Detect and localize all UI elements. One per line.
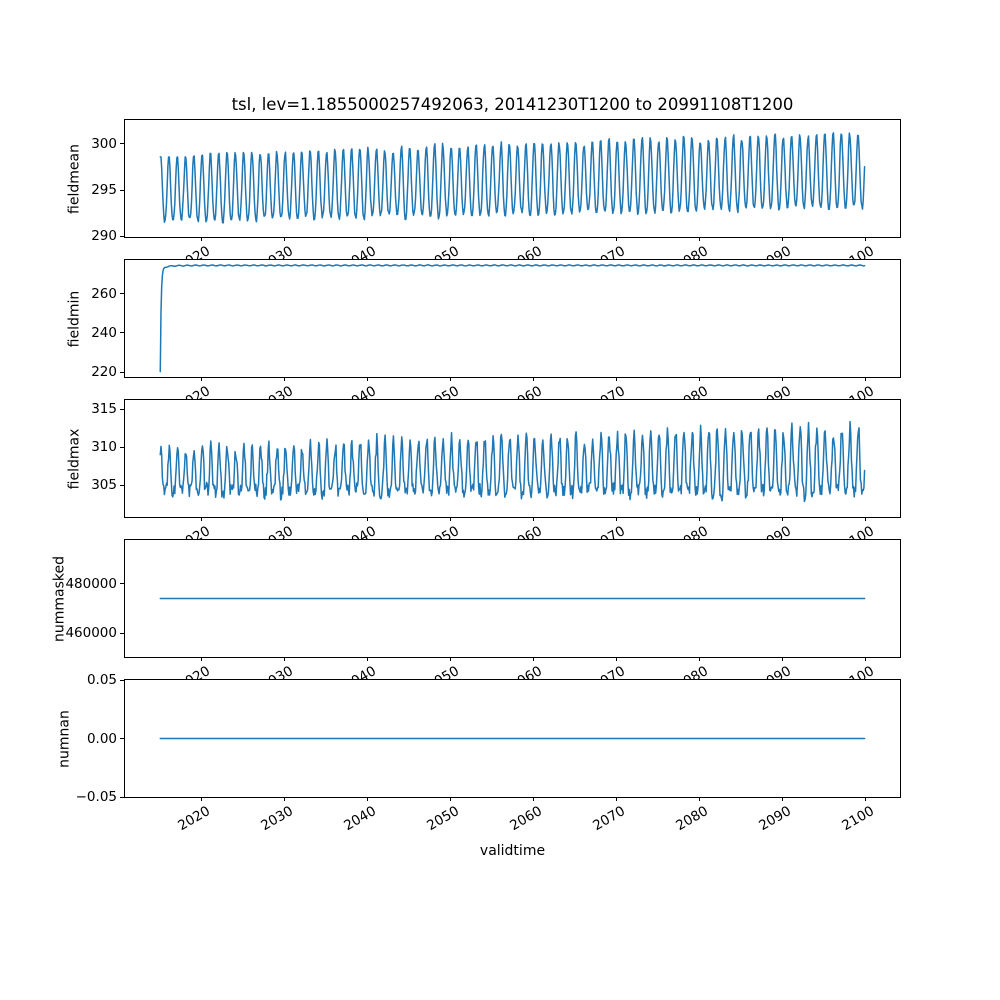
y-axis-label-fieldmean: fieldmean — [66, 143, 82, 214]
x-tick-mark — [367, 237, 368, 241]
x-tick-mark — [367, 377, 368, 381]
x-tick-mark — [284, 517, 285, 521]
y-tick-label: 220 — [91, 364, 117, 381]
data-line-fieldmax — [160, 422, 864, 502]
x-tick-label: 2030 — [258, 803, 296, 835]
figure-title: tsl, lev=1.1855000257492063, 20141230T1200 to 20991108T1200 — [231, 95, 794, 114]
y-tick-mark — [120, 485, 124, 486]
subplot-fieldmean — [66, 119, 901, 245]
y-tick-mark — [120, 738, 124, 739]
x-tick-mark — [450, 517, 451, 521]
x-tick-mark — [284, 237, 285, 241]
y-tick-label: 295 — [91, 182, 117, 199]
x-tick-mark — [450, 657, 451, 661]
y-axis-label-numnan: numnan — [56, 709, 72, 768]
y-axis-label-nummasked: nummasked — [51, 555, 67, 642]
y-tick-label: 0.00 — [86, 730, 117, 747]
x-tick-mark — [201, 237, 202, 241]
x-tick-mark — [284, 377, 285, 381]
data-line-fieldmin — [160, 265, 864, 372]
y-tick-label: 260 — [91, 285, 117, 302]
x-tick-mark — [699, 377, 700, 381]
x-tick-label: 2040 — [341, 803, 379, 835]
x-tick-mark — [533, 797, 534, 801]
x-tick-mark — [284, 657, 285, 661]
y-axis-label-fieldmin: fieldmin — [66, 290, 82, 347]
y-tick-label: 305 — [91, 477, 117, 494]
y-tick-label: −0.05 — [75, 789, 117, 805]
x-tick-label: 2070 — [590, 803, 628, 835]
x-tick-mark — [533, 657, 534, 661]
x-tick-label: 2020 — [175, 803, 213, 835]
x-tick-mark — [782, 657, 783, 661]
x-tick-mark — [699, 517, 700, 521]
y-tick-label: 460000 — [65, 625, 117, 642]
x-tick-mark — [533, 517, 534, 521]
x-tick-mark — [450, 797, 451, 801]
x-tick-mark — [865, 657, 866, 661]
x-tick-label: 2100 — [839, 803, 877, 835]
x-tick-mark — [865, 797, 866, 801]
y-tick-mark — [120, 797, 124, 798]
y-tick-label: 300 — [91, 135, 117, 152]
x-tick-mark — [201, 657, 202, 661]
y-tick-label: 240 — [91, 324, 117, 341]
x-tick-mark — [533, 377, 534, 381]
x-tick-mark — [782, 237, 783, 241]
x-tick-mark — [616, 797, 617, 801]
x-tick-mark — [201, 377, 202, 381]
x-tick-label: 2080 — [673, 803, 711, 835]
x-tick-mark — [782, 377, 783, 381]
y-tick-mark — [120, 447, 124, 448]
subplot-numnan — [56, 672, 901, 835]
x-tick-mark — [616, 657, 617, 661]
y-axis-label-fieldmax: fieldmax — [66, 428, 82, 489]
subplot-fieldmin — [66, 259, 901, 381]
y-tick-label: 0.05 — [86, 672, 117, 688]
x-tick-mark — [616, 237, 617, 241]
data-line-fieldmean — [160, 133, 864, 223]
x-tick-mark — [450, 377, 451, 381]
x-axis-label: validtime — [479, 843, 546, 859]
x-tick-mark — [367, 797, 368, 801]
x-tick-mark — [865, 517, 866, 521]
x-tick-mark — [201, 797, 202, 801]
x-tick-mark — [699, 797, 700, 801]
y-tick-mark — [120, 583, 124, 584]
subplot-fieldmax — [66, 399, 901, 518]
x-tick-mark — [782, 797, 783, 801]
y-tick-label: 315 — [91, 401, 117, 418]
x-tick-mark — [201, 517, 202, 521]
y-tick-mark — [120, 372, 124, 373]
y-tick-label: 290 — [91, 228, 117, 245]
x-tick-mark — [367, 657, 368, 661]
y-tick-label: 310 — [91, 439, 117, 456]
y-tick-mark — [120, 293, 124, 294]
y-tick-mark — [120, 190, 124, 191]
y-tick-mark — [120, 680, 124, 681]
x-tick-mark — [865, 377, 866, 381]
x-tick-mark — [616, 517, 617, 521]
y-tick-mark — [120, 143, 124, 144]
x-tick-label: 2060 — [507, 803, 545, 835]
x-tick-mark — [616, 377, 617, 381]
x-tick-mark — [367, 517, 368, 521]
x-tick-mark — [699, 237, 700, 241]
x-tick-mark — [865, 237, 866, 241]
x-tick-mark — [533, 237, 534, 241]
y-tick-mark — [120, 332, 124, 333]
x-tick-mark — [699, 657, 700, 661]
y-tick-mark — [120, 236, 124, 237]
x-tick-mark — [782, 517, 783, 521]
subplot-nummasked — [51, 539, 901, 658]
y-tick-mark — [120, 633, 124, 634]
x-tick-mark — [284, 797, 285, 801]
y-tick-mark — [120, 409, 124, 410]
x-tick-mark — [450, 237, 451, 241]
x-tick-label: 2050 — [424, 803, 462, 835]
x-tick-label: 2090 — [756, 803, 794, 835]
y-tick-label: 480000 — [65, 575, 117, 592]
